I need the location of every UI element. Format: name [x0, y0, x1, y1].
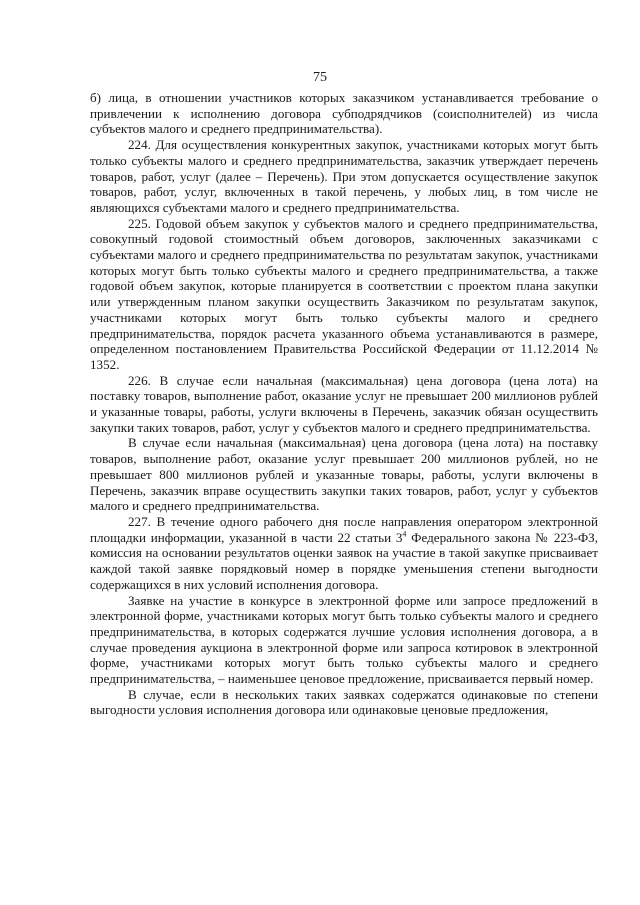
paragraph-226: 226. В случае если начальная (максимальная) цена договора (цена лота) на поставку товаров, выполнение работ, оказание услуг не превышает 200 миллионов рублей и указанные товары, работы, услуги включены в Перечень, заказчик обязан осуществить закупки таких товаров, работ, услуг у субъектов малого и среднего предпринимательства. — [90, 372, 598, 435]
paragraph-227-part2: Федерального закона № 223-ФЗ, комиссия на основании результатов оценки заявок на участие в такой закупке присваивает каждой такой заявке порядковый номер в порядке уменьшения степени выгодности содержащихся в них условий исполнения договора. — [90, 529, 598, 592]
paragraph-226-continued: В случае если начальная (максимальная) цена договора (цена лота) на поставку товаров, выполнение работ, оказание услуг превышает 200 миллионов рублей, но не превышает 800 миллионов рублей и указанные товары, работы, услуги включены в Перечень, заказчик вправе осуществить закупки таких товаров, работ, услуг у субъектов малого и среднего предпринимательства. — [90, 435, 598, 514]
page-number: 75 — [313, 70, 327, 85]
paragraph-225: 225. Годовой объем закупок у субъектов малого и среднего предпринимательства, совокупный годовой стоимостный объем договоров, заключенных заказчиками с субъектами малого и среднего предпринимательства по результатам закупок, участниками которых могут быть только субъекты малого и среднего предпринимательства, а также годовой объем закупок, которые планируется в соответствии с проектом плана закупки или утвержденным планом закупки осуществить Заказчиком по результатам закупок, участниками которых могут быть только субъекты малого и среднего предпринимательства, порядок расчета указанного объема устанавливаются в размере, определенном постановлением Правительства Российской Федерации от 11.12.2014 № 1352. — [90, 215, 598, 372]
paragraph-sublist-b: б) лица, в отношении участников которых заказчиком устанавливается требование о привлечении к исполнению договора субподрядчиков (соисполнителей) из числа субъектов малого и среднего предпринимательства). — [90, 90, 598, 137]
article-superscript: 4 — [402, 529, 407, 539]
paragraph-227-numbering: Заявке на участие в конкурсе в электронной форме или запросе предложений в электронной форме, участниками которых могут быть только субъекты малого и среднего предпринимательства, в которых содержатся лучшие условия исполнения договора, а в случае проведения аукциона в электронной форме или запроса котировок в электронной форме, участниками которых могут быть только субъекты малого и среднего предпринимательства, – наименьшее ценовое предложение, присваивается первый номер. — [90, 592, 598, 687]
document-body — [90, 90, 598, 718]
paragraph-227 — [90, 514, 598, 593]
paragraph-227-part1: 227. В течение одного рабочего дня после направления оператором электронной площадки информации, указанной в части 22 статьи 3 — [90, 513, 598, 545]
paragraph-227-tie: В случае, если в нескольких таких заявках содержатся одинаковые по степени выгодности условия исполнения договора или одинаковые ценовые предложения, — [90, 686, 598, 718]
paragraph-224: 224. Для осуществления конкурентных закупок, участниками которых могут быть только субъекты малого и среднего предпринимательства, заказчик утверждает перечень товаров, работ, услуг (далее – Перечень). При этом допускается осуществление закупок товаров, работ, услуг, включенных в такой перечень, у любых лиц, в том числе не являющихся субъектами малого и среднего предпринимательства. — [90, 137, 598, 215]
